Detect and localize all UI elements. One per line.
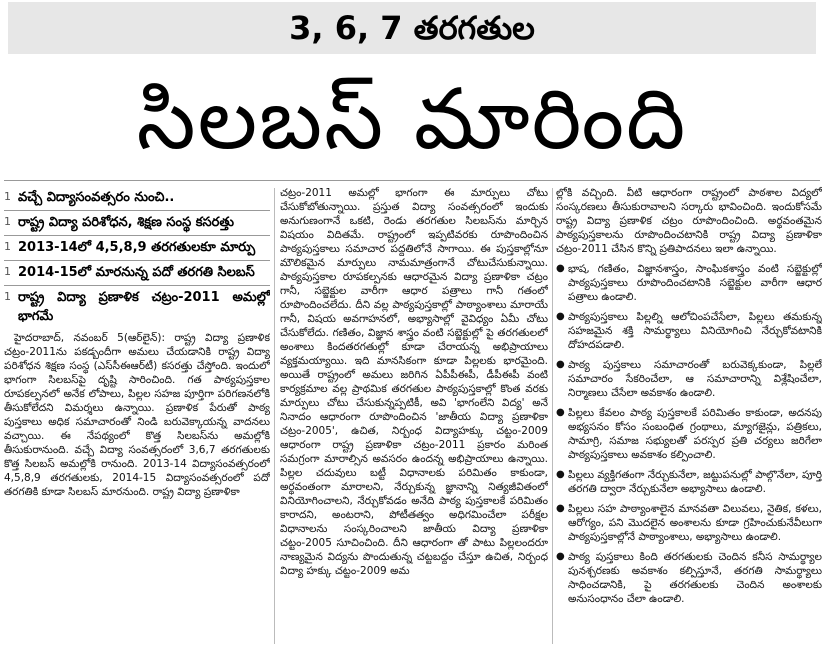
- highlight-item: [4, 236, 270, 261]
- bullet-text: పాఠ్య పుస్తకాలు సమాచారంతో బరువెక్కకుండా, పిల్లలే సమాచారం సేకరించేలా, ఆ సమాచారాన్ని విశ్లేషించేలా, నిర్మాణలు చేసేలా అవకాశం ఉండాలి.: [568, 359, 822, 399]
- highlight-marker: 1: [4, 240, 11, 253]
- highlight-item: [4, 261, 270, 286]
- column-divider: [552, 188, 553, 644]
- bullet-item: [556, 468, 822, 496]
- kicker-title: 3, 6, 7 తరగతుల: [289, 9, 535, 47]
- column-2: [280, 186, 548, 578]
- bullet-text: పిల్లలు కేవలం పాఠ్య పుస్తకాలకే పరిమితం కాకుండా, అదనపు అభ్యసనం కోసం సంబంధిత గ్రంథాలు, మ్యాగజైన్లు, పత్రికలు, సామాగ్రి, సమాజ సభ్యులతో పరస్పర ప్రతి చర్యలు జరిగేలా పాఠ్యపుస్తకాలు అవకాశం కల్పించాలి.: [568, 407, 822, 461]
- highlight-marker: 1: [4, 290, 11, 303]
- bullet-icon: ●: [556, 551, 565, 562]
- bullet-icon: ●: [556, 359, 565, 370]
- bullet-icon: ●: [556, 311, 565, 322]
- highlight-text: రాష్ట్ర విద్యా పరిశోధన, శిక్షణ సంస్థ కసరత్తు: [18, 215, 234, 230]
- bullet-item: [556, 502, 822, 544]
- bullet-text: పాఠ్యపుస్తకాలు పిల్లల్ని ఆలోచింపచేసేలా, పిల్లలు తమకున్న సహజమైన శక్తి సామర్థ్యాలు వినియోగించి నేర్చుకోవటానికి దోహదపడాలి.: [568, 311, 822, 351]
- bullet-item: [556, 358, 822, 400]
- highlight-marker: 1: [4, 190, 11, 203]
- column-divider: [274, 188, 275, 644]
- kicker-band: [8, 2, 816, 54]
- bullet-text: పాఠ్య పుస్తకాలు కింది తరగతులకు చెందిన కనీస సామర్థ్యాల పునశ్చరణకు అవకాశం కల్పిస్తూనే, తరగతి సామర్థ్యాలు సాధించడానికి, పై తరగతులకు చెందిన అంశాలకు అనుసంధానం చేలా ఉండాలి.: [568, 551, 822, 605]
- bullet-item: [556, 262, 822, 304]
- highlight-text: వచ్చే విద్యాసంవత్సరం నుంచి..: [18, 190, 175, 205]
- highlight-marker: 1: [4, 265, 11, 278]
- bullet-text: భాష, గణితం, విజ్ఞానశాస్త్రం, సాంఘికశాస్త్రం వంటి సబ్జెక్టుల్లో పాఠ్యపుస్తకాలు రూపొందించటానికి సబ్జెక్టుల వారీగా ఆధార పత్రాలు ఉండాలి.: [568, 263, 822, 303]
- bullet-text: పిల్లలు వ్యక్తిగతంగా నేర్చుకునేలా, జట్టుపనుల్లో పాల్గొనేలా, పూర్తి తరగతి ద్వారా నేర్చుకునేలా అభ్యాసాలు ఉండాలి.: [568, 469, 822, 495]
- bullet-item: [556, 406, 822, 462]
- bullet-text: పిల్లలు సహ పాఠ్యాంశాలైన మానవతా విలువలు, నైతిక, కళలు, ఆరోగ్యం, పని మొదలైన అంశాలను కూడా గ్రహించుకునేవీలుగా పాఠ్యపుస్తకాల్లోనే పాఠ్యాంశాలు, అభ్యాసాలు ఉండాలి.: [568, 503, 822, 543]
- article-body-col2: చట్రం-2011 అమల్లో భాగంగా ఈ మార్పులు చోటు చేసుకోబోతున్నాయి. ప్రస్తుత విద్యా సంవత్సరంలో ఇందుకు అనుగుణంగానే ఒకటి, రెండు తరగతుల సిలబస్‌ను మార్చిన విషయం విదితమే. రాష్ట్రంలో ఇప్పటివరకు రూపొందించిన పాఠ్యపుస్తకాలు సమాచార పద్దతిలోనే సాగాయి. ఈ పుస్తకాల్లోనూ మౌలికమైన మార్పులు నామమాత్రంగానే చోటుచేసుకున్నాయి. పాఠ్యపుస్తకాల రూపకల్పనకు ఆధారమైన విద్యా ప్రణాళికా చట్రం గానీ, సబ్జెక్టుల వారీగా ఆధార పత్రాలు గానీ గతంలో రూపొందించలేదు. దీని వల్ల పాఠ్యపుస్తకాల్లో పాఠ్యాంశాలు మారాయే గానీ, విషయ అవగాహనలో, అభ్యాసాల్లో వైవిధ్యం ఏమీ చోటు చేసుకోలేదు. గణితం, విజ్ఞాన శాస్త్రం వంటి సబ్జెక్టుల్లో పై తరగతులలో అంశాలు కిందతరగతుల్లో కూడా చేరాయన్న అభిప్రాయాలు వ్యక్తమయ్యాయి. ఇది మానసికంగా కూడా పిల్లలకు భారమైంది. అయితే రాష్ట్రంలో అమలు జరిగిన ఏపీపీఈపీ, డీపీఈపీ వంటి కార్యక్రమాల వల్ల ప్రాథమిక తరగతుల పాఠ్యపుస్తకాల్లో కొంత వరకు మార్పులు చోటు చేసుకున్నప్పటికీ, అవి 'భాగంలేని విద్య' అనే నినాదం ఆధారంగా రూపొందించిన 'జాతీయ విద్యా ప్రణాళికా చట్రం-2005', ఉచిత, నిర్బంధ విద్యాహక్కు చట్టం-2009 ఆధారంగా రాష్ట్ర ప్రణాళికా చట్రం-2011 ప్రకారం మరింత సమగ్రంగా మారాల్సిన అవసరం ఉందన్న అభిప్రాయాలు ఉన్నాయి. పిల్లల చదువులు బట్టీ విధానాలకు పరిమితం కాకుండా, అర్థవంతంగా మారాలని, నేర్చుకున్న జ్ఞానాన్ని నిత్యజీవితంలో వినియోగించాలని, నేర్చుకోవడం అనేది పాఠ్య పుస్తకాలకే పరిమితం కారాదని, అంటరాని, పోటీతత్వం అధిగమించేలా పరీక్షల విధానాలను సంస్కరించాలని జాతీయ విద్యా ప్రణాళికా చట్టం-2005 సూచించింది. దీని ఆధారంగా తో పాటు పిల్లలందరూ నాణ్యమైన విద్యను పొందుతున్న చట్టబద్దం చేస్తూ ఉచిత, నిర్బంధ విద్యా హక్కు చట్టం-2009 అమ: [280, 187, 548, 577]
- article-body-col1: హైదరాబాద్, నవంబర్ 5(ఆర్‌లైన్): రాష్ట్ర విద్యా ప్రణాళిక చట్రం-2011ను పకడ్బందీగా అమలు చేయడానికి రాష్ట్ర విద్యా పరిశోధన శిక్షణ సంస్థ (ఎస్‌సీఈఆర్‌టీ) కసరత్తు చేస్తోంది. ఇందులో భాగంగా సిలబస్‌పై దృష్టి సారించింది. గత పాఠ్యపుస్తకాల రూపకల్పనలో అనేక లోపాలు, పిల్లల సహజ పూర్తిగా పరిగణనలోకి తీసుకోలేదని విమర్శలు ఉన్నాయి. ప్రణాళిక పేరుతో పాఠ్య పుస్తకాలు అధిక సమాచారంతో నిండి బరువెక్కాయన్న వాదనలు వచ్చాయి. ఈ నేపథ్యంలో కొత్త సిలబస్‌ను అమల్లోకి తీసుకురానుంది. వచ్చే విద్యా సంవత్సరంలో 3,6,7 తరగతులకు కొత్త సిలబస్ అమల్లోకి రానుంది. 2013-14 విద్యాసంవత్సరంలో 4,5,8,9 తరగతులకు, 2014-15 విద్యాసంవత్సరంలో పదో తరగతికి కూడా సిలబస్ మారనుంది. రాష్ట్ర విద్యా ప్రణాళికా: [4, 332, 270, 498]
- page-headline: సిలబస్ మారింది: [136, 70, 688, 168]
- bullet-icon: ●: [556, 469, 565, 480]
- bullet-item: [556, 550, 822, 606]
- bullet-icon: ●: [556, 407, 565, 418]
- column-1: [4, 186, 270, 499]
- highlight-text: రాష్ట్ర విద్యా ప్రణాళిక చట్రం-2011 అమల్లో భాగమే: [18, 290, 270, 324]
- bullet-item: [556, 310, 822, 352]
- highlight-text: 2014-15లో మారనున్న పదో తరగతి సిలబస్: [18, 265, 255, 280]
- highlight-item: [4, 211, 270, 236]
- highlight-item: [4, 186, 270, 211]
- column-3: [556, 186, 822, 606]
- highlight-marker: 1: [4, 215, 11, 228]
- highlight-text: 2013-14లో 4,5,8,9 తరగతులకూ మార్పు: [18, 240, 256, 255]
- bullet-icon: ●: [556, 263, 565, 274]
- article-body-col3: ల్లోకి వచ్చింది. వీటి ఆధారంగా రాష్ట్రంలో పాఠశాల విద్యలో సంస్కరణలు తీసుకురావాలని సర్కారు భావించింది. ఇందుకోసమే రాష్ట్ర విద్యా ప్రణాళిక చట్రం రూపొందించింది. అర్థవంతమైన పాఠ్యపుస్తకాలను రూపొందించటానికి రాష్ట్ర విద్యా ప్రణాళికా చట్రం-2011 చేసిన కొన్ని ప్రతిపాదనలు ఇలా ఉన్నాయి.: [556, 187, 822, 255]
- bullet-icon: ●: [556, 503, 565, 514]
- highlight-item: [4, 286, 270, 329]
- headline-divider: [4, 180, 820, 181]
